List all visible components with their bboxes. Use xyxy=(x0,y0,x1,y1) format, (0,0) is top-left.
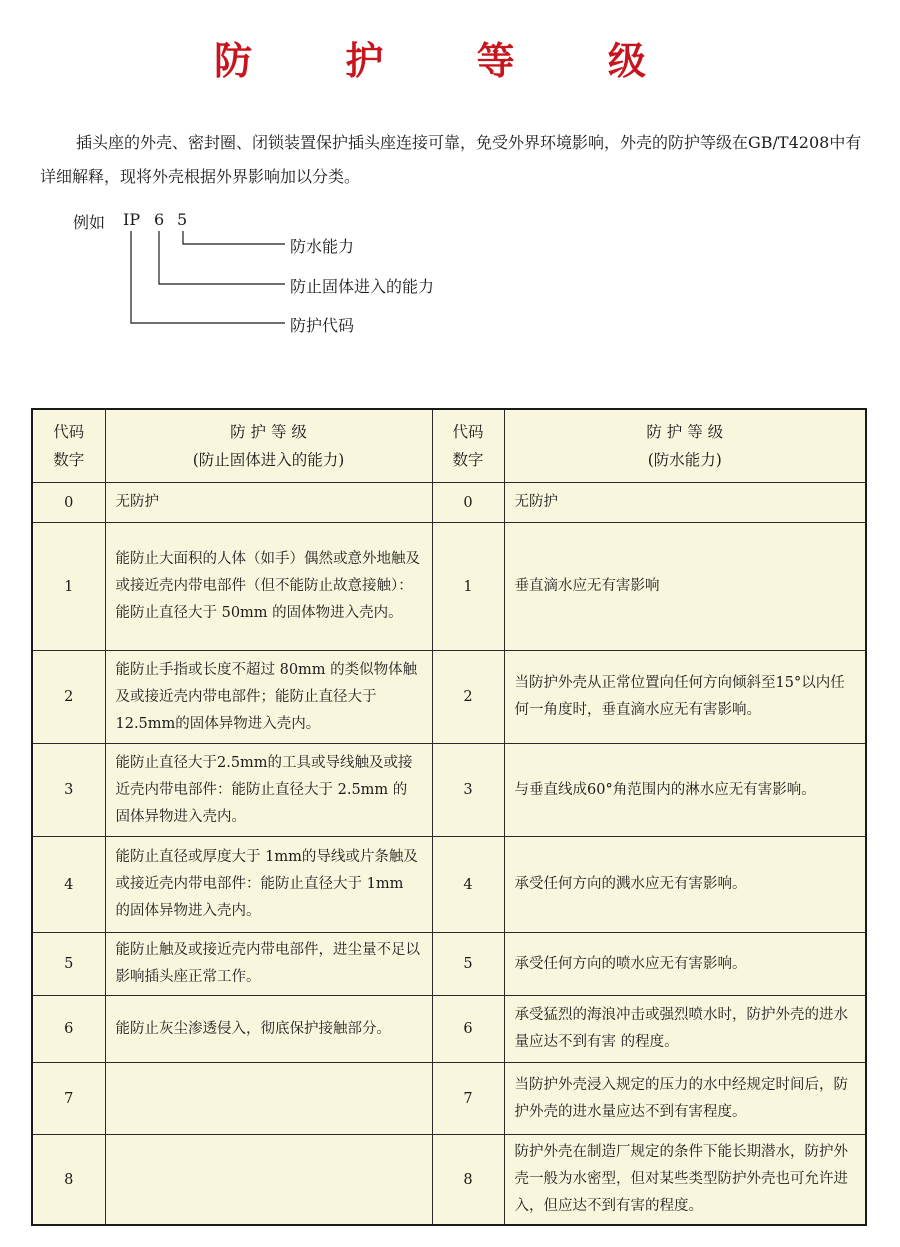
page-title: 防 护 等 级 xyxy=(214,39,686,83)
table-row xyxy=(32,996,866,1063)
row-code: 8 xyxy=(432,1135,504,1226)
row-code: 2 xyxy=(432,651,504,744)
row-solid-desc: 能防止直径大于2.5mm的工具或导线触及或接近壳内带电部件：能防止直径大于 2.5mm 的固体异物进入壳内。 xyxy=(105,744,432,837)
row-code: 3 xyxy=(432,744,504,837)
ip-code-diagram xyxy=(0,200,900,360)
row-water-desc: 承受猛烈的海浪冲击或强烈喷水时，防护外壳的进水量应达不到有害 的程度。 xyxy=(504,996,866,1063)
row-code: 1 xyxy=(432,523,504,651)
row-code: 7 xyxy=(32,1063,105,1135)
table-row xyxy=(32,1135,866,1226)
row-solid-desc xyxy=(105,1135,432,1226)
row-water-desc: 当防护外壳浸入规定的压力的水中经规定时间后，防护外壳的进水量应达不到有害程度。 xyxy=(504,1063,866,1135)
row-code: 4 xyxy=(32,837,105,933)
row-water-desc: 垂直滴水应无有害影响 xyxy=(504,523,866,651)
row-water-desc: 无防护 xyxy=(504,483,866,523)
table-header-row xyxy=(32,409,866,483)
label-code: 防护代码 xyxy=(290,316,355,335)
header-code-water: 代码 数字 xyxy=(432,409,504,483)
table-row xyxy=(32,744,866,837)
example-digit-water: 5 xyxy=(177,210,188,229)
example-ip: IP xyxy=(123,210,141,229)
label-solid: 防止固体进入的能力 xyxy=(290,277,435,296)
row-code: 4 xyxy=(432,837,504,933)
label-water: 防水能力 xyxy=(290,237,355,256)
row-water-desc: 当防护外壳从正常位置向任何方向倾斜至15°以内任何一角度时，垂直滴水应无有害影响。 xyxy=(504,651,866,744)
protection-grade-table xyxy=(31,408,867,1226)
row-code: 0 xyxy=(32,483,105,523)
example-digit-solid: 6 xyxy=(154,210,165,229)
intro-paragraph: 插头座的外壳、密封圈、闭锁装置保护插头座连接可靠，免受外界环境影响，外壳的防护等级在GB/T4208中有详细解释，现将外壳根据外界影响加以分类。 xyxy=(40,133,862,186)
row-water-desc: 承受任何方向的喷水应无有害影响。 xyxy=(504,933,866,996)
row-code: 5 xyxy=(432,933,504,996)
row-water-desc: 与垂直线成60°角范围内的淋水应无有害影响。 xyxy=(504,744,866,837)
row-solid-desc: 无防护 xyxy=(105,483,432,523)
table-row xyxy=(32,651,866,744)
table-row xyxy=(32,1063,866,1135)
header-solid: 防 护 等 级 (防止固体进入的能力) xyxy=(105,409,432,483)
table-row xyxy=(32,933,866,996)
row-solid-desc: 能防止直径或厚度大于 1mm的导线或片条触及或接近壳内带电部件：能防止直径大于 1mm 的固体异物进入壳内。 xyxy=(105,837,432,933)
row-solid-desc xyxy=(105,1063,432,1135)
row-solid-desc: 能防止大面积的人体（如手）偶然或意外地触及或接近壳内带电部件（但不能防止故意接触）：能防止直径大于 50mm 的固体物进入壳内。 xyxy=(105,523,432,651)
row-solid-desc: 能防止触及或接近壳内带电部件，进尘量不足以影响插头座正常工作。 xyxy=(105,933,432,996)
row-water-desc: 承受任何方向的溅水应无有害影响。 xyxy=(504,837,866,933)
bracket-lines xyxy=(0,200,900,360)
example-prefix: 例如 xyxy=(73,213,106,232)
row-water-desc: 防护外壳在制造厂规定的条件下能长期潜水，防护外壳一般为水密型，但对某些类型防护外壳也可允许进入，但应达不到有害的程度。 xyxy=(504,1135,866,1226)
row-code: 6 xyxy=(32,996,105,1063)
row-code: 6 xyxy=(432,996,504,1063)
table-row xyxy=(32,483,866,523)
row-code: 5 xyxy=(32,933,105,996)
row-solid-desc: 能防止手指或长度不超过 80mm 的类似物体触及或接近壳内带电部件；能防止直径大于12.5mm的固体异物进入壳内。 xyxy=(105,651,432,744)
row-code: 7 xyxy=(432,1063,504,1135)
row-code: 8 xyxy=(32,1135,105,1226)
row-code: 0 xyxy=(432,483,504,523)
row-code: 1 xyxy=(32,523,105,651)
row-code: 3 xyxy=(32,744,105,837)
row-code: 2 xyxy=(32,651,105,744)
table-row xyxy=(32,837,866,933)
table-row xyxy=(32,523,866,651)
header-water: 防 护 等 级 (防水能力) xyxy=(504,409,866,483)
row-solid-desc: 能防止灰尘渗透侵入，彻底保护接触部分。 xyxy=(105,996,432,1063)
header-code-solid: 代码 数字 xyxy=(32,409,105,483)
